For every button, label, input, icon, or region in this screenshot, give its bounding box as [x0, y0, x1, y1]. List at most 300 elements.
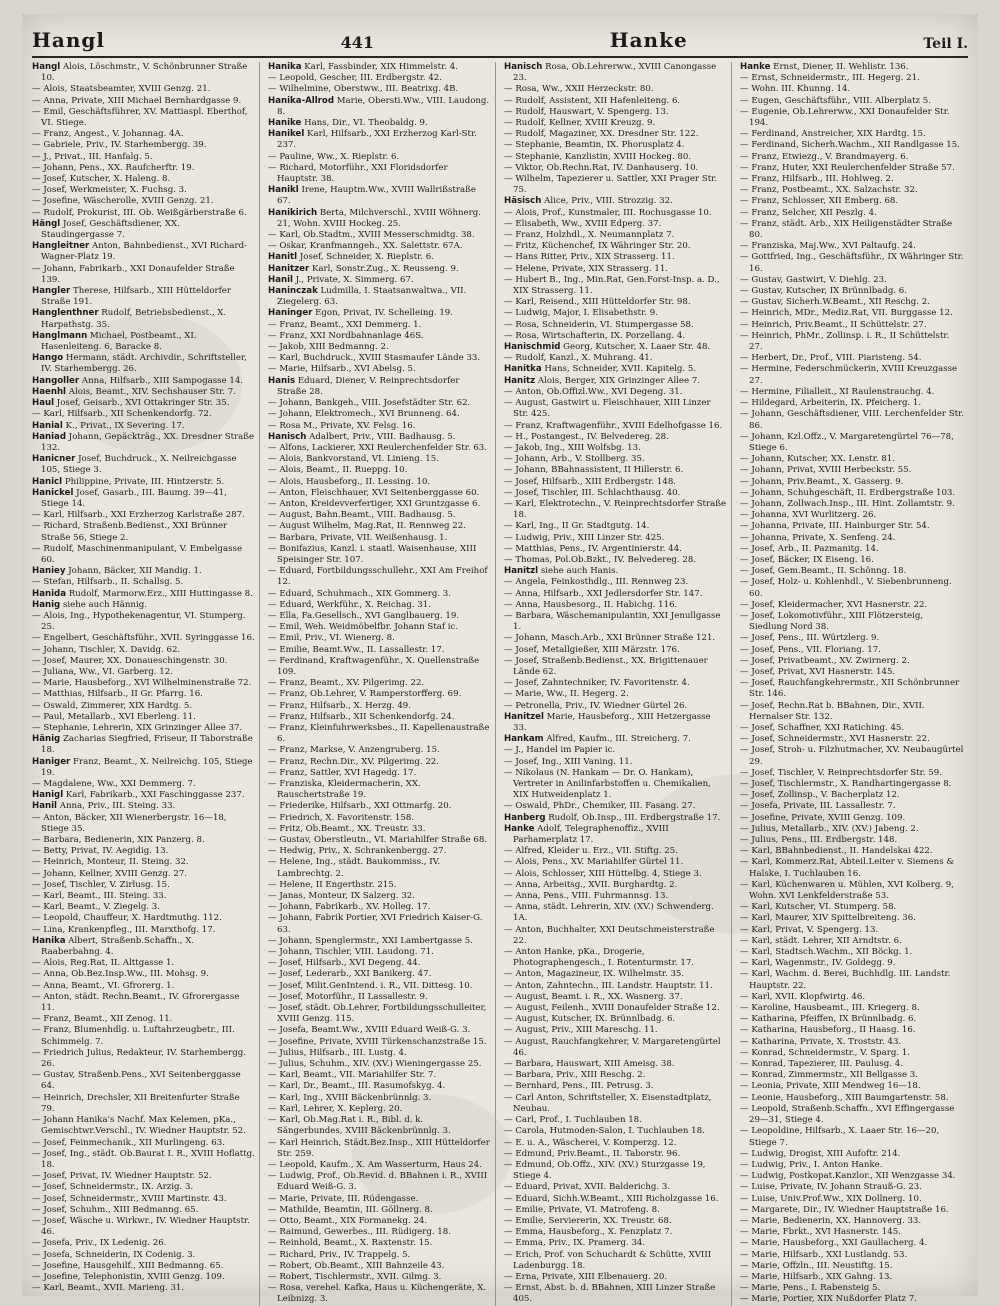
directory-entry: — Josefine, Private, XVIII Genzg. 109. [740, 812, 906, 823]
directory-entry: — Karl, Dr., Beamt., III. Rasumofskyg. 4. [268, 1081, 446, 1092]
directory-entry: — Josef, Tischler, V. Reinprechtsdorfer Str. 59. [740, 767, 942, 778]
directory-entry: — Johann, Zollwach.Insp., III. Hint. Zollamtstr. 9. [740, 498, 955, 509]
directory-entry: — Pauline, Ww., X. Rieplstr. 6. [268, 151, 400, 162]
directory-entry: — Oswald, Zimmerer, XIX Hardtg. 5. [32, 700, 193, 711]
directory-entry: — Johann, Elektromech., XVI Brunneng. 64. [268, 409, 460, 420]
directory-entry: — Josef, Pens., III. Würtzlerg. 9. [740, 633, 880, 644]
column-3 [504, 62, 732, 1306]
directory-entry: — Johann, Masch.Arb., XXI Brünner Straße 121. [504, 633, 716, 644]
directory-entry: Hanke Adolf, Telegraphenoffiz., XVIII Parhamerplatz 17. [504, 823, 669, 846]
directory-entry: — Anton, Zahntechn., III. Landstr. Hauptstr. 11. [504, 980, 713, 991]
directory-entry: — Richard, Priv., IV. Trappelg. 5. [268, 1249, 411, 1260]
directory-entry: — Marie, Fbrkt., XVI Hasnerstr. 145. [740, 1227, 901, 1238]
directory-entry: — Karl, Ob.Mag.Rat i. R., Bibl. d. k. Sängerbundes, XVIII Bäckenbrünnlg. 3. [268, 1115, 451, 1137]
directory-entry: — Julius, Schuhm., XIV. (XV.) Wieningergasse 25. [268, 1059, 482, 1070]
directory-entry: — Josef, Schneidermstr., XVI Hasnerstr. 22. [740, 734, 930, 745]
directory-entry: Hanitl Josef, Schneider, X. Rieplstr. 6. [268, 252, 434, 263]
directory-entry: — Karl, Ob.Stadtm., XVIII Messerschmidtg. 38. [268, 230, 475, 241]
directory-entry: — Karoline, Hausbeamt., III. Kriegerg. 8. [740, 1003, 920, 1014]
header-left-keyword: Hangl [32, 28, 105, 52]
directory-entry: Haenhl Alois, Beamt., XIV. Sechshauser Str. 7. [32, 386, 236, 397]
directory-entry: — Anna, Ob.Bez.Insp.Ww., III. Mohsg. 9. [32, 969, 209, 980]
directory-entry: Hanitka Hans, Schneider, XVII. Kapitelg. 5. [504, 364, 697, 375]
directory-entry: — Hermine, Filialleit., XI Raulenstrauchg. 4. [740, 386, 935, 397]
directory-entry: — Heinrich, MDr., Mediz.Rat, VII. Burggasse 12. [740, 308, 953, 319]
directory-entry: — Josef, Metallgießer, XIII Märzstr. 176. [504, 644, 680, 655]
directory-entry: Hanglenthner Rudolf, Betriebsbedienst., X. Harpathstg. 35. [32, 308, 227, 330]
directory-entry: — Josefa, Priv., IX Ledenig. 26. [32, 1238, 167, 1249]
directory-entry: — Marie, Ww., II. Hegerg. 2. [504, 689, 629, 700]
directory-entry: — Ludwig, Postkopat.Kanzlor., XII Wenzgasse 34. [740, 1171, 956, 1182]
directory-entry: Haniad Johann, Gepäckträg., XX. Dresdner Straße 132. [32, 431, 255, 453]
directory-entry: — Rudolf, Kellner, XVIII Kreuzg. 9. [504, 118, 656, 129]
directory-entry: — Johann, Tischler, X. Davidg. 62. [32, 644, 181, 655]
directory-entry: — Emilie, Private, VI. Matrofeng. 8. [504, 1204, 660, 1215]
directory-entry: — Emil, Priv., VI. Wienerg. 8. [268, 633, 395, 644]
directory-entry: — Josefa, Beamt.Ww., XVIII Eduard Weiß-G. 3. [268, 1025, 471, 1036]
directory-entry: — Alois, Ing., Hypothekenagentur, VI. Stumperg. 25. [32, 610, 246, 633]
directory-entry: — Josefine, Hausgehilf., XIII Bedmanng. 65. [32, 1260, 224, 1271]
directory-entry: — Elisabeth, Ww., XVIII Edperg. 37. [504, 218, 662, 229]
directory-entry: — Gustav, Sicherh.W.Beamt., XII Reschg. 2. [740, 297, 930, 308]
directory-entry: Hangoller Anna, Hilfsarb., XIII Sampogasse 14. [32, 375, 244, 386]
directory-entry: — Josef, Motorführ., II Lassallestr. 9. [268, 991, 428, 1002]
directory-entry: — Josef, Ing., XIII Vaning. 11. [504, 756, 633, 767]
directory-entry: — Hedwig, Priv., X. Schrankenbergg. 27. [268, 846, 447, 857]
directory-entry: — Oskar, Kranfmanngeh., XX. Salettstr. 67A. [268, 241, 463, 252]
directory-entry: Hanial K., Privat., IX Severing. 17. [32, 420, 185, 431]
directory-entry: — Leopold, Gescher, III. Erdbergstr. 42. [268, 73, 442, 84]
directory-entry: Hanida Rudolf, Marmorw.Erz., XIII Huttingasse 8. [32, 588, 253, 599]
directory-entry: — Wilhelm, Tapezierer u. Sattler, XXI Prager Str. 75. [504, 174, 718, 196]
directory-entry: — Karl, Ing., II Gr. Stadtgutg. 14. [504, 521, 650, 532]
directory-entry: — Josef, Feinmechanik., XII Murlingeng. 63. [32, 1137, 225, 1148]
directory-entry: — Karl, Maurer, XIV Spittelbreiteng. 36. [740, 913, 916, 924]
directory-entry: — Bernhard, Pens., III. Petrusg. 3. [504, 1081, 654, 1092]
directory-entry: — Gustav, Straßenb.Pens., XVI Seitenberggasse 64. [32, 1070, 241, 1092]
directory-entry: — Erich, Prof. von Schuchardt & Schütte, XVIII Ladenburgg. 18. [504, 1249, 712, 1271]
directory-entry: — Katharina, Pfeiffen, IX Brünnlbadg. 6. [740, 1014, 917, 1025]
directory-entry: — Anton Hanke, pKa., Drogerie, Photographengesch., I. Rotenturmstr. 17. [504, 947, 695, 969]
directory-entry: — Rosa M., Private, XV. Felsg. 16. [268, 420, 416, 431]
directory-entry: — Josef, Lokomotivführ., XIII Flötzersteig, Siedlung Nord 38. [740, 610, 924, 633]
directory-entry: — Eugenie, Ob.Lehrerww., XXI Donaufelder Str. 194. [740, 106, 950, 129]
directory-entry: — Franz, Kleinfuhrwerksbes., II. Kapellenaustraße 6. [268, 722, 490, 745]
directory-entry: — Marie, Hausbeforg., XVI Wilhelminenstraße 72. [32, 678, 252, 689]
directory-entry: — Josefine, Telephonistin, XVIII Genzg. 109. [32, 1271, 225, 1282]
directory-entry: — Anna, Private, XIII Michael Bernhardgasse 9. [32, 95, 242, 106]
directory-entry: — Franz, Selcher, XII Peszlg. 4. [740, 207, 877, 218]
directory-entry: — Margarete, Dir., IV. Wiedner Hauptstraße 16. [740, 1204, 949, 1215]
column-1 [32, 62, 260, 1306]
directory-entry: — Petronella, Priv., IV. Wiedner Gürtel 26. [504, 700, 688, 711]
directory-entry: — Franz, Schlosser, XII Emberg. 68. [740, 196, 899, 207]
directory-entry: Haniey Johann, Bäcker, XII Mandig. 1. [32, 566, 202, 577]
directory-entry: — Josef, Rauchfangkehrermstr., XII Schönbrunner Str. 146. [740, 678, 960, 700]
directory-entry: Haninczak Ludmilla, I. Staatsanwaltwa., VII. Ziegelerg. 63. [268, 286, 467, 308]
directory-entry: — Engelbert, Geschäftsführ., XVII. Syringgasse 16. [32, 633, 255, 644]
directory-entry: — Karl, städt. Lehrer, XII Arndtstr. 6. [740, 935, 902, 946]
directory-entry: — Oswald, PhDr., Chemiker, III. Fasang. 27. [504, 801, 696, 812]
directory-entry: — Alois, Hausbeforg., II. Lessing. 10. [268, 476, 431, 487]
directory-entry: — Anton, Buchhalter, XXI Deutschmeisterstraße 22. [504, 924, 715, 946]
directory-entry: — Leopoldine, Hilfsarb., X. Laaer Str. 16—20, Stiege 7. [740, 1126, 940, 1148]
directory-entry: — Anton, Bäcker, XII Wienerbergstr. 16—18, Stiege 35. [32, 812, 227, 834]
directory-entry: Hanike Hans, Dir., VI. Theobaldg. 9. [268, 118, 428, 129]
directory-entry: — Josef, Zahntechniker, IV. Favoritenstr. 4. [504, 678, 690, 689]
directory-entry: — Friedrich, X. Favoritenstr. 158. [268, 812, 415, 823]
directory-entry: — Helene, Ing., städt. Baukommiss., IV. Lambrechtg. 2. [268, 857, 441, 879]
column-2 [268, 62, 496, 1306]
directory-entry: Haniger Franz, Beamt., X. Neilreichg. 105, Stiege 19. [32, 756, 253, 778]
directory-entry: Haninger Egon, Privat, IV. Schelleing. 19. [268, 308, 453, 319]
directory-entry: — Fritz, Küchenchef, IX Währinger Str. 20. [504, 241, 691, 252]
directory-entry: — Ferdinand, Anstreicher, XIX Hardtg. 15. [740, 129, 926, 140]
directory-entry: — Robert, Ob.Beamt., XIII Bahnzeile 43. [268, 1260, 445, 1271]
directory-entry: — Karl, Kommerz.Rat, Abteil.Leiter v. Siemens & Halske, I. Tuchlauben 16. [740, 857, 954, 879]
directory-entry: — Franz, Hilfsarb., III. Hohlweg. 2. [740, 174, 894, 185]
directory-entry: — Josef, Arb., II. Pazmanitg. 14. [740, 543, 879, 554]
directory-entry: — Magdalene, Ww., XXI Demmerg. 7. [32, 779, 196, 789]
directory-entry: — Anton, Ob.Offizl.Ww., XVI Degeng. 31. [504, 386, 683, 397]
directory-entry: — August, Rauchfangkehrer, V. Margaretengürtel 46. [504, 1036, 721, 1058]
directory-entry: — Karl, Ing., XVIII Bäckenbrünnlg. 3. [268, 1092, 432, 1103]
directory-entry: — Rudolf, Kanzl., X. Muhrang. 41. [504, 353, 653, 364]
directory-entry: — Eduard, Fortbildungsschullehr., XXI Am Freihof 12. [268, 566, 488, 588]
directory-entry: — Rosa, verehel. Kafka, Haus u. Küchengeräte, X. Leibnizg. 3. [268, 1283, 487, 1305]
directory-entry: — Fritz, Ob.Beamt., XX. Treustr. 33. [268, 823, 426, 834]
directory-entry: — Johann, Arb., V. Stollberg. 35. [504, 454, 645, 465]
directory-entry: — Johann, BBahnassistent, II Hillerstr. 6. [504, 465, 684, 476]
directory-entry: — Rosa, Ww., XXII Herzeckstr. 80. [504, 84, 654, 95]
directory-entry: — Marie, Bedienerin, XX. Hannoverg. 33. [740, 1215, 922, 1226]
directory-entry: — Emilie, Beamt.Ww., II. Lassallestr. 17. [268, 644, 445, 655]
directory-entry: — Johanna, Private, X. Senfeng. 24. [740, 532, 896, 543]
directory-entry: — Anton, Magazineur, IX. Wilhelmstr. 35. [504, 969, 685, 980]
directory-entry: — Stephanie, Kanzlistin, XVIII Hockeg. 80. [504, 151, 692, 162]
directory-entry: — Helene, II Engerthstr. 215. [268, 879, 397, 890]
directory-entry: — Stephanie, Beamtin, IX. Phorusplatz 4. [504, 140, 685, 151]
directory-entry: — Karl, Küchenwaren u. Mühlen, XVI Kolberg. 9, Wohn. XVI Lenkfelderstraße 53. [740, 879, 954, 902]
directory-entry: — Josef, Bäcker, IX Eiseng. 16. [740, 554, 874, 565]
directory-entry: — Ludwig, Priv., I. Anton Hanke. [740, 1159, 883, 1170]
directory-entry: — Marie, Hausbeforg., XXI Gaullacherg. 4. [740, 1238, 928, 1249]
directory-entry: — Karl, Beamt., XVII. Marieng. 31. [32, 1283, 185, 1294]
directory-entry: — Stephanie, Lehrerin, XIX Grinzinger Allee 37. [32, 722, 243, 733]
directory-entry: — Gabriele, Priv., IV. Starhembergg. 39. [32, 140, 207, 151]
directory-entry: — Leopold, Kaufm., X. Am Wasserturm, Haus 24. [268, 1159, 482, 1170]
directory-entry: Hanitzer Karl, Sonstr.Zug., X. Reusseng. 9. [268, 263, 459, 274]
directory-entry: — Josef, Holz- u. Kohlenhdl., V. Siebenbrunneng. 60. [740, 577, 952, 599]
directory-entry: Haul Josef, Geisarb., XVI Ottakringer Str. 35. [32, 398, 230, 409]
directory-entry: — Alois, Bankvorstand, VI. Linieng. 15. [268, 454, 439, 465]
directory-entry: — Edmund, Ob.Offz., XIV. (XV.) Sturzgasse 19, Stiege 4. [504, 1159, 706, 1182]
directory-entry: — Josef, Lederarb., XXI Banikerg. 47. [268, 969, 432, 980]
directory-entry: — Thomas, Pol.Ob.Bzkt., IV. Belvedereg. 28. [504, 554, 697, 565]
directory-entry: — Leopold, Straßenb.Schaffn., XVI Effingergasse 29—31, Stiege 4. [740, 1103, 955, 1126]
directory-entry: — Carola, Hutmoden-Salon, I. Tuchlauben 18. [504, 1126, 705, 1137]
directory-entry: — Josef, Kleidermacher, XVI Hasnerstr. 22. [740, 599, 928, 610]
directory-entry: — Josef, Ing., städt. Ob.Baurat I. R., XVIII Hoflattg. 18. [32, 1148, 255, 1170]
directory-entry: — Johann, Priv.Beamt., X. Gasserg. 9. [740, 476, 904, 487]
directory-entry: — Johann Hanika's Nachf. Max Kelemen, pKa., Gemischtwr.Verschl., IV. Wiedner Hauptstr. 52. [32, 1115, 246, 1137]
directory-entry: — Wilhelmine, Oberstww., III. Beatrixg. 4B. [268, 84, 459, 95]
directory-entry: — Johann, Pens., XX. Raufcherftr. 19. [32, 162, 195, 173]
directory-entry: — Marie, Private, III. Rüdengasse. [268, 1193, 419, 1204]
directory-entry: — Emma, Priv., IX. Pramerg. 34. [504, 1238, 646, 1249]
directory-entry: Hanickel Josef, Gasarb., III. Baumg. 39—41, Stiege 14. [32, 487, 227, 509]
directory-entry: — Robert, Tischlermstr., XVII. Gilmg. 3. [268, 1271, 442, 1282]
directory-entry: — Rudolf, Maschinenmanipulant, V. Embelgasse 60. [32, 543, 243, 565]
directory-entry: — Hubert B., Ing., Min.Rat, Gen.Forst-Insp. a. D., XIX Strasserg. 11. [504, 274, 720, 297]
directory-entry: — Anna, Pens., VIII. Fuhrmannsg. 13. [504, 891, 669, 902]
directory-entry: — Heinrich, Monteur, II. Steing. 32. [32, 857, 189, 868]
directory-entry: — Josefa, Schneiderin, IX Codenig. 3. [32, 1249, 196, 1260]
directory-entry: — Josef, Zollinsp., V. Bacherplatz 12. [740, 790, 900, 801]
directory-entry: — Heinrich, Drechsler, XII Breitenfurter Straße 79. [32, 1092, 240, 1114]
directory-entry: — Reinhold, Beamt., X. Raxtenstr. 15. [268, 1238, 433, 1249]
directory-entry: — Katharina, Private, X. Troststr. 43. [740, 1036, 902, 1047]
directory-entry: — Josef, Privat, XVI Hasnerstr. 145. [740, 666, 896, 677]
directory-entry: — Josefine, Private, XVIII Türkenschanzstraße 15. [268, 1036, 487, 1047]
directory-entry: Hänig Zacharias Siegfried, Friseur, II Taborstraße 18. [32, 734, 253, 756]
directory-entry: — Leonie, Hausbeforg., XIII Baumgartenstr. 58. [740, 1092, 949, 1103]
directory-entry: — Josef, Schuhm., XIII Bedmanng. 65. [32, 1204, 199, 1215]
directory-entry: — Marie, Pens., I. Rabensteig 5. [740, 1283, 881, 1294]
directory-entry: — Anna, Hilfsarb., XXI Jedlersdorfer Str. 147. [504, 588, 703, 599]
directory-entry: — Betty, Privat, IV. Aegidig. 13. [32, 846, 169, 857]
directory-entry: — Erna, Private, XIII Elbenauerg. 20. [504, 1271, 668, 1282]
directory-entry: — Friederike, Hilfsarb., XXI Ottmarfg. 20. [268, 801, 452, 812]
directory-entry: — Barbara, Bedienerin, XIX Panzerg. 8. [32, 835, 205, 846]
header-part-label: Teil I. [923, 36, 968, 52]
directory-entry: — Johann, Privat, XVIII Herbeckstr. 55. [740, 465, 912, 476]
directory-entry: — Rudolf, Hauswart, V. Spengerg. 13. [504, 106, 669, 117]
directory-entry: — Anna, städt. Lehrerin, XIV. (XV.) Schwenderg. 1A. [504, 902, 714, 924]
directory-entry: — Josef, Gem.Beamt., II. Schönng. 18. [740, 566, 907, 577]
directory-entry: — Josef, Privatbeamt., XV. Zwirnerg. 2. [740, 655, 910, 666]
directory-entry: Hanil J., Private, X. Simmerg. 67. [268, 274, 414, 285]
directory-entry: — August, Gastwirt u. Fleischhauer, XIII Linzer Str. 425. [504, 398, 711, 420]
directory-entry: — Franziska, Maj.Ww., XVI Paltaufg. 24. [740, 241, 916, 252]
directory-entry: Hanika Karl, Fassbinder, XIX Himmelstr. 4. [268, 62, 458, 72]
directory-entry: — Julius, Hilfsarb., III. Lustg. 4. [268, 1047, 407, 1058]
directory-entry: — Eduard, Sichh.W.Beamt., XIII Richolzgasse 16. [504, 1193, 719, 1204]
directory-entry: — Franz, Huter, XXI Reulerchenfelder Straße 57. [740, 162, 955, 173]
directory-entry: — E. u. A., Wäscherei, V. Komperzg. 12. [504, 1137, 677, 1148]
directory-entry: — Stefan, Hilfsarb., II. Schallsg. 5. [32, 577, 184, 588]
directory-entry: — Marie, Offzln., III. Neustiftg. 15. [740, 1260, 893, 1271]
directory-entry: — Karl, Stadtsch.Wachm., XII Böckg. 1. [740, 947, 913, 958]
directory-entry: — Johann, Fabrikarb., XV. Holleg. 17. [268, 902, 431, 913]
directory-entry: — Josef, Rechn.Rat b. BBahnen, Dir., XVII. Hernalser Str. 132. [740, 700, 925, 722]
directory-entry: — Karl Heinrich, Städt.Bez.Insp., XIII Hütteldorfer Str. 259. [268, 1137, 490, 1159]
directory-entry: — Karl, Wachm. d. Berei, Buchhdlg. III. Landstr. Hauptstr. 22. [740, 969, 951, 991]
directory-entry: — Karl, Hilfsarb., XXI Erzherzog Karlstraße 287. [32, 510, 245, 521]
directory-entry: — Alois, Beamt., II. Rueppg. 10. [268, 465, 408, 476]
directory-entry: — Josef, Stroh- u. Filzhutmacher, XV. Neubaugürtel 29. [740, 745, 964, 767]
directory-entry: — Eugen, Geschäftsführ., VIII. Alberplatz 5. [740, 95, 931, 106]
directory-entry: — Emma, Hausbeforg., X. Fenzplatz 7. [504, 1227, 673, 1238]
directory-entry: — Ferdinand, Kraftwagenführ., X. Quellenstraße 109. [268, 655, 480, 677]
entry-columns [32, 62, 968, 1305]
directory-entry: — Heinrich, Priv.Beamt., II Schüttelstr. 27. [740, 319, 927, 330]
directory-entry: — August, Beamt. i. R., XX. Wasnerg. 37. [504, 991, 683, 1002]
directory-entry: — Anna, Hausbesorg., II. Habichg. 116. [504, 599, 678, 610]
column-4 [740, 62, 968, 1306]
directory-entry: — Josefa, Private, III. Lassallestr. 7. [740, 801, 896, 812]
directory-entry: — Matthias, Pens., IV. Argentinierstr. 44. [504, 543, 682, 554]
directory-entry: — H., Postangest., IV. Belvedereg. 28. [504, 431, 669, 442]
directory-entry: Hängl Josef, Geschäftsdiener, XX. Staudingergasse 7. [32, 218, 180, 241]
directory-entry: Hanikl Irene, Hauptm.Ww., XVIII Wallrißstraße 67. [268, 185, 476, 207]
directory-entry: — Alois, Reg.Rat, II. Alttgasse 1. [32, 958, 175, 969]
directory-entry: — Rudolf, Assistent, XII Hafenleiteng. 6. [504, 95, 681, 106]
directory-entry: — Barbara, Private, VII. Weißenhausg. 1. [268, 532, 448, 543]
directory-entry: — Alois, Staatsbeamter, XVIII Genzg. 21. [32, 84, 211, 95]
directory-entry: — Jakob, Ing., XIII Wolfsbg. 13. [504, 442, 641, 453]
directory-entry: — Carl Anton, Schriftsteller, X. Eisenstadtplatz, Neubau. [504, 1092, 712, 1114]
directory-entry: — Karl, Elektrotechn., V. Reinprechtsdorfer Straße 18. [504, 498, 727, 521]
directory-entry: — Rudolf, Magaziner, XX. Dresdner Str. 122. [504, 129, 699, 140]
directory-entry: — Mathilde, Beamtin, III. Göllnerg. 8. [268, 1204, 433, 1215]
directory-entry: — Karl, Wagenmstr., IV. Goldegg. 9. [740, 958, 896, 969]
directory-entry: Hanigl Karl, Fabrikarb., XXI Faschinggasse 237. [32, 790, 245, 801]
directory-entry: — Karl, Beamt., III. Steing. 33. [32, 891, 167, 902]
directory-entry: — Franz, Etwiezg., V. Brandmayerg. 6. [740, 151, 909, 162]
directory-entry: — Gustav, Kutscher, IX Brünnlbadg. 6. [740, 286, 908, 297]
directory-entry: — Karl, Lehrer, X. Keplerg. 20. [268, 1103, 403, 1114]
directory-entry: — Eduard, Schuhmach., XIX Gommerg. 3. [268, 588, 452, 599]
directory-entry: Hanika-Allrod Marie, Obersti.Ww., VIII. Laudong. 8. [268, 95, 490, 117]
directory-entry: — August, Priv., XIII Mareschg. 11. [504, 1025, 658, 1036]
directory-entry: — Carl, Prof., I. Tuchlauben 18. [504, 1115, 642, 1126]
directory-entry: Hangl Alois, Löschmstr., V. Schönbrunner Straße 10. [32, 62, 248, 84]
directory-entry: — Otto, Beamt., XIX Formanekg. 24. [268, 1215, 428, 1226]
directory-entry: Hanil Anna, Priv., III. Steing. 33. [32, 801, 176, 812]
directory-entry: — Julius, Metallarb., XIV. (XV.) Jabeng. 2. [740, 823, 919, 834]
directory-entry: — Konrad, Zimmermstr., XII Bellgasse 3. [740, 1070, 919, 1081]
directory-entry: — Franz, Beamt., XV. Pilgerimg. 22. [268, 678, 425, 689]
directory-entry: — Paul, Metallarb., XVI Eberleng. 11. [32, 711, 196, 722]
directory-entry: Hanisch Adalbert, Priv., VIII. Badhausg. 5. [268, 431, 456, 442]
directory-entry: — Herbert, Dr., Prof., VIII. Piaristeng. 54. [740, 353, 922, 364]
directory-entry: — Josef, Hilfsarb., XIII Erdbergstr. 148. [504, 476, 677, 487]
directory-entry: — Alois, Schlosser, XIII Hüttelbg. 4, Stiege 3. [504, 868, 702, 879]
directory-entry: — Ferdinand, Sicherh.Wachm., XII Randlgasse 15. [740, 140, 960, 151]
directory-entry: — Wohn. III. Khunng. 14. [740, 84, 851, 95]
directory-entry: Hanika Albert, Straßenb.Schaffn., X. Raaberbahng. 4. [32, 935, 195, 958]
directory-entry: — Johann, Geschäftsdiener, VIII. Lerchenfelder Str. 86. [740, 409, 964, 431]
directory-entry: — Josef, Privat, IV. Wiedner Hauptstr. 52. [32, 1171, 212, 1182]
directory-entry: — Matthias, Hilfsarb., II Gr. Pfarrg. 16. [32, 689, 203, 700]
directory-entry: — Alois, Pens., XV. Mariahilfer Gürtel 11. [504, 857, 684, 868]
directory-entry: — Julius, Pens., III. Erdbergstr. 148. [740, 835, 898, 846]
directory-entry: — Josef, Wäsche u. Wirkwr., IV. Wiedner Hauptstr. 46. [32, 1215, 250, 1238]
directory-entry: — August Wilhelm, Mag.Rat, II. Rennweg 22. [268, 521, 466, 532]
directory-entry: — Ernst, Abst. b. d. BBahnen, XIII Linzer Straße 405. [504, 1283, 716, 1305]
directory-entry: — Barbara, Priv., XIII Reschg. 2. [504, 1070, 646, 1081]
directory-entry: — Josef, Schaffner, XXI Ratiching. 45. [740, 722, 905, 733]
directory-entry: — Franz, Hilfsarb., XII Schenkendorfg. 24. [268, 711, 455, 722]
directory-entry: — Rosa, Wirtschafterin, IX. Porzellang. 4. [504, 330, 686, 341]
directory-entry: — Johann, Kutscher, XX. Lenstr. 81. [740, 454, 896, 465]
directory-entry: — Josef, Schneidermstr., XVIII Martinstr. 43. [32, 1193, 227, 1204]
directory-entry: — Alfons, Lackierer, XXI Reulerchenfelder Str. 63. [268, 442, 487, 453]
directory-entry: — Rudolf, Prokurist, III. Ob. Weißgärberstraße 6. [32, 207, 247, 218]
directory-entry: Hanglmann Michael, Postbeamt., XI. Hasenleiteng. 6, Baracke 8. [32, 330, 197, 353]
directory-entry: — Luise, Private, IV. Johann Strauß-G. 23. [740, 1182, 922, 1193]
directory-entry: — Josef, Werkmeister, X. Fuchsg. 3. [32, 185, 187, 196]
directory-entry: — Josefine, Wäscherolle, XVIII Genzg. 21. [32, 196, 214, 207]
directory-entry: — Franz, Beamt., XII Zenog. 11. [32, 1014, 173, 1025]
directory-entry: — Hildegard, Arbeiterin, IX. Pfeicherg. 1. [740, 398, 922, 409]
directory-entry: — Jakob, XIII Bedmanng. 2. [268, 342, 389, 353]
directory-entry: — Richard, Straßenb.Bedienst., XXI Brünner Straße 56, Stiege 2. [32, 521, 228, 543]
directory-entry: — Karl, BBahnbedienst., II. Handelskai 422. [740, 846, 933, 857]
directory-entry: — Karl, Beamt., V. Ziegelg. 3. [32, 902, 160, 913]
directory-entry: Hanitzel Marie, Hausbeforg., XIII Hetzergasse 33. [504, 711, 711, 733]
directory-entry: — Bonifazius, Kanzl. i. staatl. Waisenhause, XIII Speisinger Str. 107. [268, 543, 477, 565]
directory-entry: — Josef, Tischler, V. Zirlusg. 15. [32, 879, 170, 890]
directory-entry: — Johann, Schuhgeschäft, II. Erdbergstraße 103. [740, 487, 956, 498]
directory-entry: — Johann, Spenglermstr., XXI Lambertgasse 5. [268, 935, 473, 946]
directory-entry: — Karl, XVII. Klopfwirtg. 46. [740, 991, 866, 1002]
directory-entry: — Juliana, Ww., VI. Garberg. 12. [32, 666, 173, 677]
directory-entry: Hankam Alfred, Kaufm., III. Streicherg. 7. [504, 734, 691, 745]
directory-entry: — Friedrich Julius, Redakteur, IV. Starhembergg. 26. [32, 1047, 246, 1070]
directory-entry: — August, Bahn.Beamt., VIII. Badhausg. 5. [268, 510, 456, 521]
header-right-keyword: Hanke [609, 28, 688, 52]
header-rule [32, 56, 968, 58]
directory-entry: Hanikel Karl, Hilfsarb., XXI Erzherzog Karl-Str. 237. [268, 129, 477, 151]
directory-entry: — Emil, Geschäftsführer, XV. Mattiaspl. Eberthof, VI. Stiege. [32, 106, 248, 129]
directory-entry: — Marie, Hilfsarb., XXI Lustlandg. 53. [740, 1249, 908, 1260]
directory-entry: — Edmund, Priv.Beamt., II. Taborstr. 96. [504, 1148, 681, 1159]
directory-entry: — Heinrich, PhMr., Zollinsp. i. R., II Schüttelstr. 27. [740, 330, 950, 353]
directory-entry: — Franz, Rechn.Dir., XV. Pilgerimg. 22. [268, 756, 440, 767]
directory-entry: Hanitzl siehe auch Hanis. [504, 566, 619, 577]
directory-entry: — Anton, Fleischhauer, XVI Seitenberggasse 60. [268, 487, 480, 498]
directory-entry: Hango Hermann, städt. Archivdir., Schriftsteller, IV. Starhembergg. 26. [32, 353, 247, 375]
directory-entry: — Ella, Fa.Gesellsch., XVI Ganglbauerg. 19. [268, 610, 460, 621]
directory-entry: Hanberg Rudolf, Ob.Insp., III. Erdbergstraße 17. [504, 812, 721, 823]
directory-entry: — Josef, Hilfsarb., XVI Degeng. 44. [268, 958, 421, 969]
directory-entry: — Barbara, Wäschemanipulantin, XXI Jenullgasse 1. [504, 610, 721, 633]
directory-entry: — Josef, Maurer, XX. Donaueschingenstr. 30. [32, 655, 228, 666]
directory-entry: — Alfred, Kleider u. Erz., VII. Stiftg. 25. [504, 846, 678, 857]
directory-entry: — Katharina, Hausbeforg., II Haasg. 16. [740, 1025, 916, 1036]
directory-entry: — Franz, Holzhdl., X. Neumannplatz 7. [504, 230, 675, 241]
directory-entry: Hanikirich Berta, Milchverschl., XVIII Wöhnerg. 21, Wohn. XVIII Hockeg. 25. [268, 207, 481, 229]
page-number: 441 [340, 33, 375, 52]
directory-entry: — Josef, Kutscher, X. Haleng. 8. [32, 174, 171, 185]
directory-entry: — Gustav, Oberstleutn., VI. Mariahilfer Straße 68. [268, 835, 488, 846]
directory-entry: — Marie, Hilfsarb., XVI Abelsg. 5. [268, 364, 416, 375]
directory-entry: — Karl, Hilfsarb., XII Schenkendorfg. 72. [32, 409, 212, 420]
directory-entry: — Josef, Schneidermstr., IX. Arzig. 3. [32, 1182, 194, 1193]
directory-entry: Hangleitner Anton, Bahnbedienst., XVI Richard-Wagner-Platz 19. [32, 241, 248, 263]
directory-entry: — Emil, Weh. Weidmöbelfbr. Johann Staf ic. [268, 622, 459, 633]
directory-entry: — Johann, Bankgeh., VIII. Josefstädter Str. 62. [268, 398, 471, 409]
directory-entry: — Gottfried, Ing., Geschäftsführ., IX Währinger Str. 16. [740, 252, 964, 274]
directory-entry: — Franz, Postbeamt., XX. Salzachstr. 32. [740, 185, 918, 196]
directory-entry: — Karl, Reisend., XIII Hütteldorfer Str. 98. [504, 297, 691, 308]
directory-entry: — Barbara, Hauswart, XIII Ameisg. 38. [504, 1059, 675, 1070]
directory-entry: — Karl, Buchdruck., XVIII Stasmaufer Lände 33. [268, 353, 481, 364]
directory-entry: — Anna, Beamt., VI. Gfrorerg. 1. [32, 980, 175, 991]
directory-entry: — Luise, Univ.Prof.Ww., XIX Dollnerg. 10. [740, 1193, 922, 1204]
